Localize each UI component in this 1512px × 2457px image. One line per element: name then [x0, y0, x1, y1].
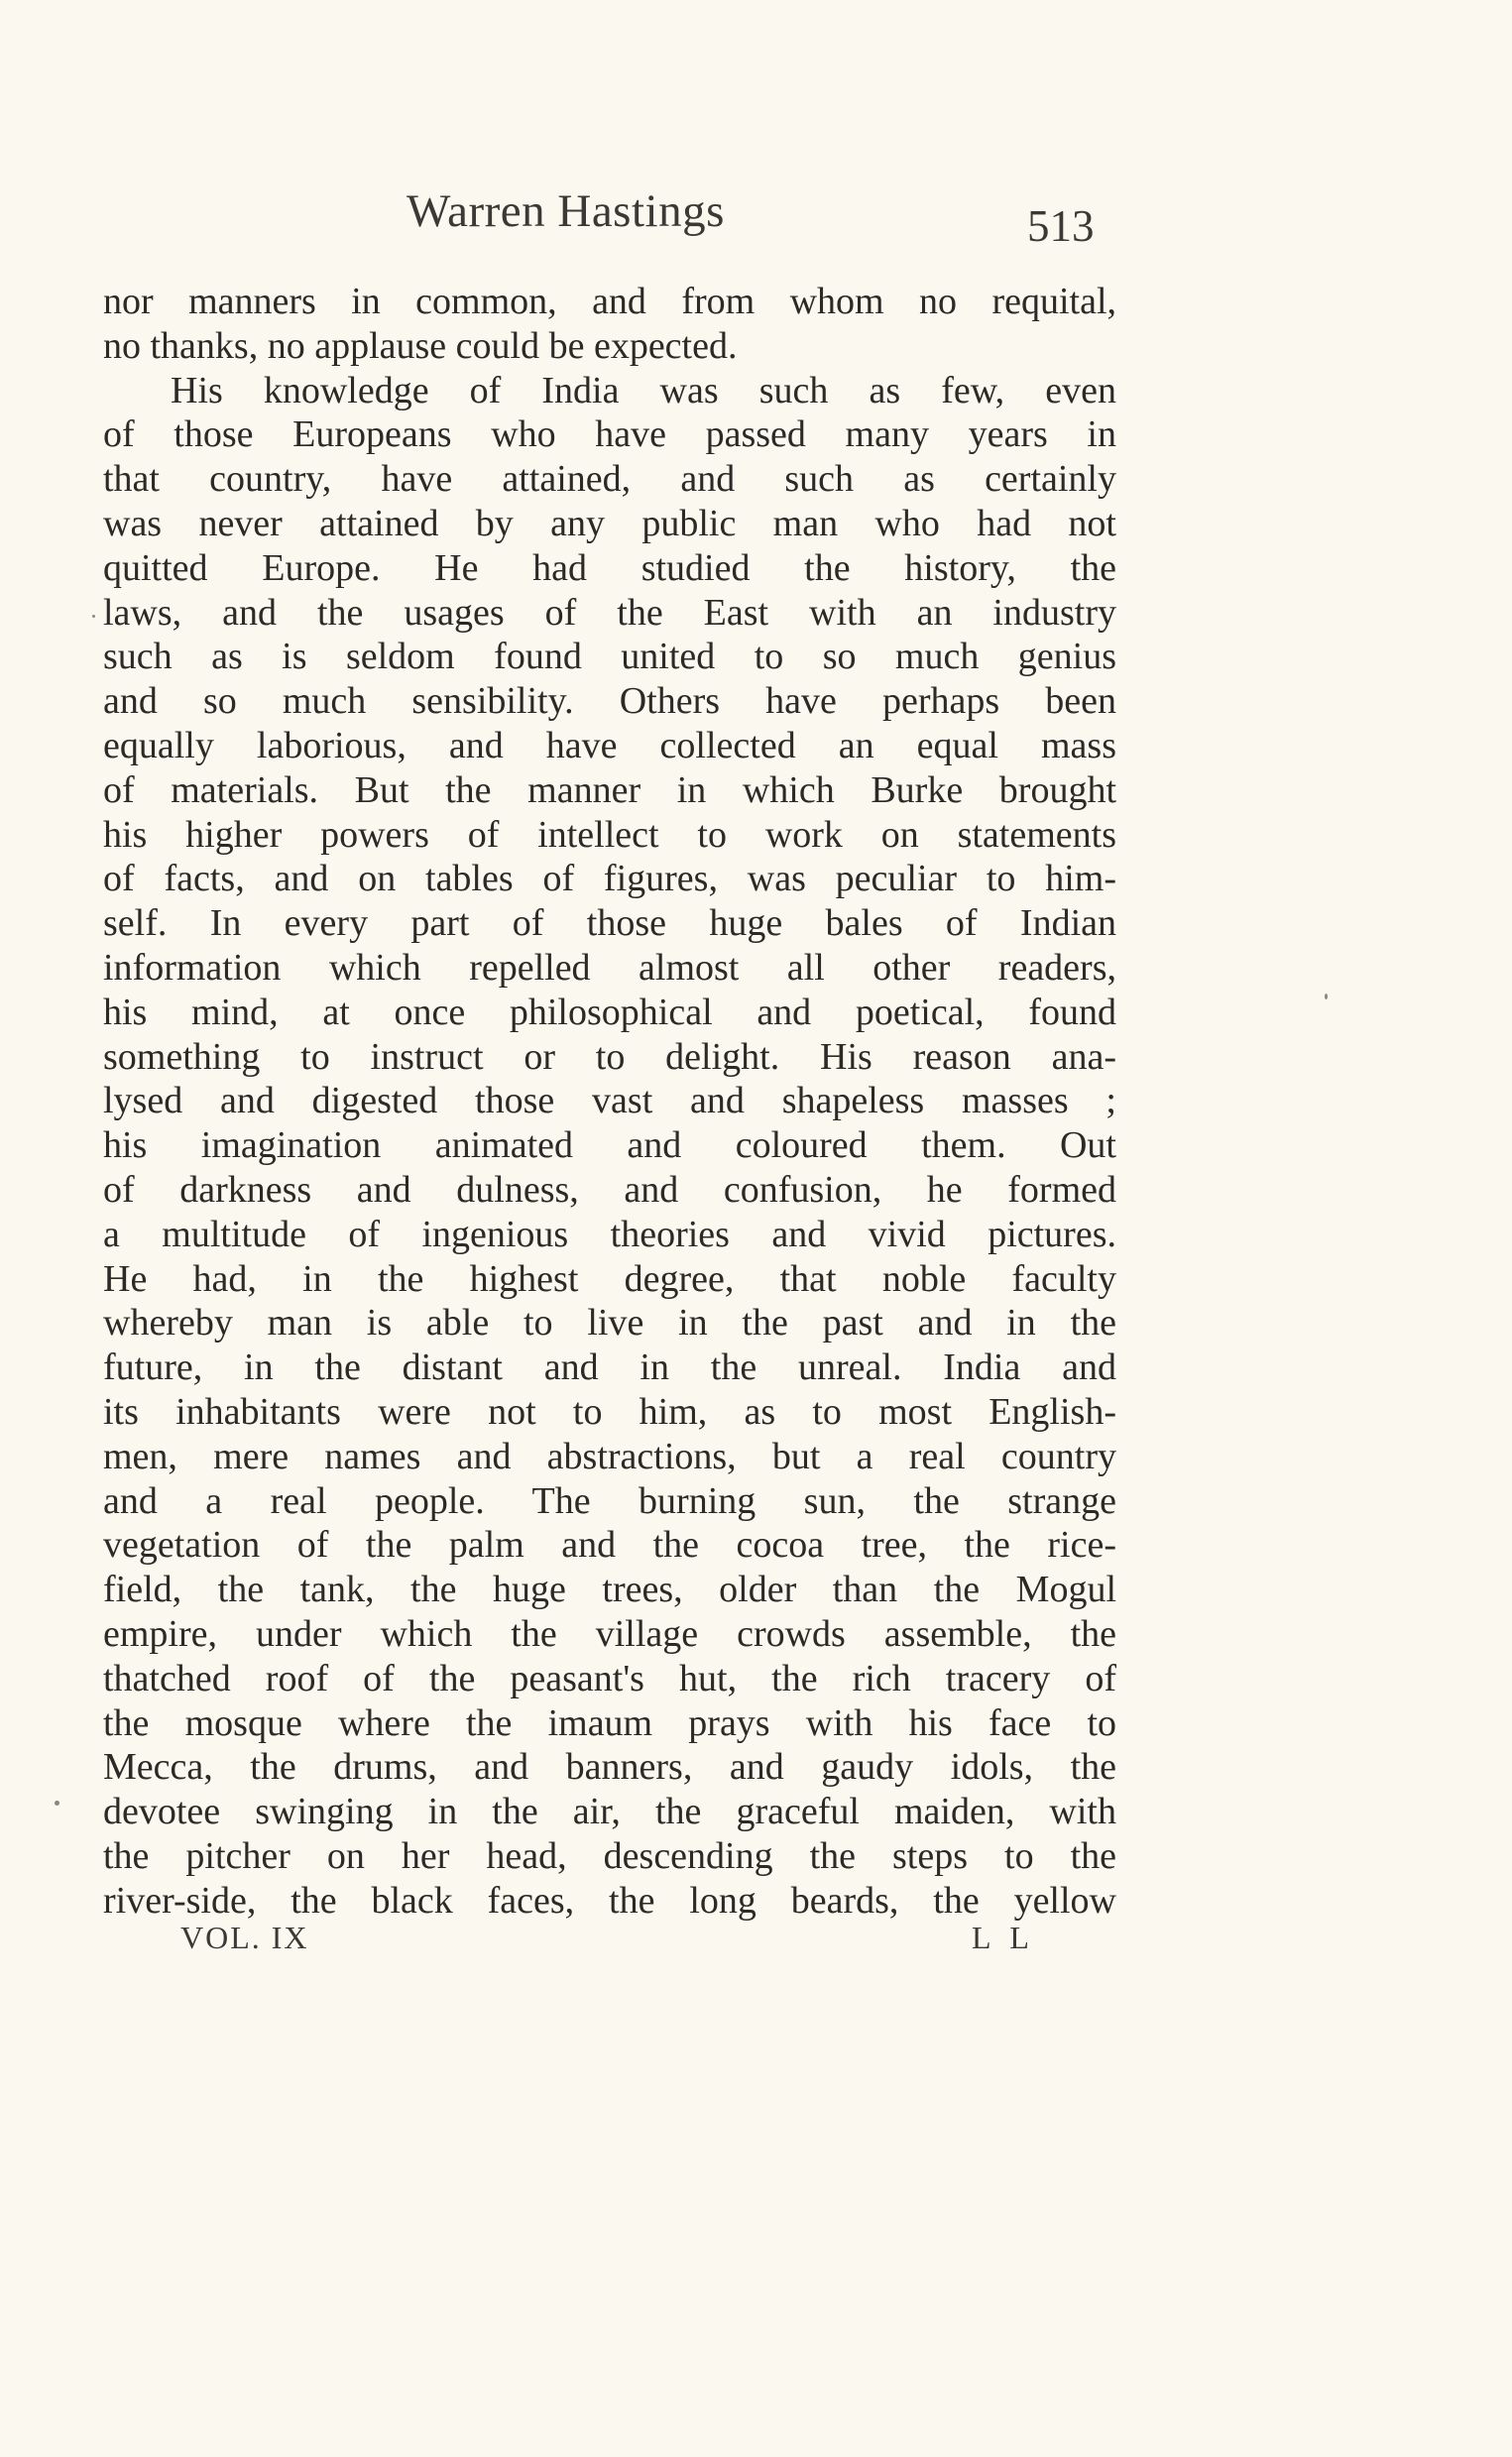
text-line: field, the tank, the huge trees, older than the Mogul — [103, 1569, 1116, 1611]
running-head — [0, 184, 1512, 254]
paper-speck — [1325, 994, 1328, 999]
text-line: the pitcher on her head, descending the steps to the — [103, 1834, 1116, 1877]
text-line: lysed and digested those vast and shapeless masses ; — [103, 1080, 1116, 1122]
text-line: devotee swinging in the air, the graceful maiden, with — [103, 1791, 1116, 1833]
text-line: that country, have attained, and such as certainly — [103, 458, 1116, 501]
text-line: Mecca, the drums, and banners, and gaudy idols, the — [103, 1746, 1116, 1789]
page-footer — [0, 1920, 1512, 1969]
text-line: He had, in the highest degree, that noble faculty — [103, 1257, 1116, 1300]
text-line: his mind, at once philosophical and poetical, found — [103, 991, 1116, 1033]
text-line: whereby man is able to live in the past and in the — [103, 1302, 1116, 1345]
text-line: nor manners in common, and from whom no requital, — [103, 281, 1116, 322]
text-line: future, in the distant and in the unreal. India and — [103, 1346, 1116, 1389]
text-line: was never attained by any public man who had not — [103, 502, 1116, 544]
text-line: of darkness and dulness, and confusion, he formed — [103, 1168, 1116, 1211]
text-line: of facts, and on tables of figures, was peculiar to him- — [103, 858, 1116, 900]
text-line: its inhabitants were not to him, as to most English- — [103, 1390, 1116, 1433]
text-line: and so much sensibility. Others have perhaps been — [103, 680, 1116, 723]
text-line: information which repelled almost all other readers, — [103, 946, 1116, 989]
text-line: no thanks, no applause could be expected. — [103, 324, 738, 367]
text-line: his imagination animated and coloured them. Out — [103, 1124, 1116, 1167]
text-line: the mosque where the imaum prays with his face to — [103, 1701, 1116, 1744]
signature-mark: L L — [972, 1920, 1035, 1955]
body-text — [103, 280, 1116, 1923]
text-line: river-side, the black faces, the long beards, the yellow — [103, 1879, 1116, 1922]
text-line: quitted Europe. He had studied the history, the — [103, 546, 1116, 589]
text-line: something to instruct or to delight. His reason ana- — [103, 1035, 1116, 1078]
text-line: of materials. But the manner in which Burke brought — [103, 768, 1116, 811]
volume-label: VOL. IX — [180, 1920, 309, 1955]
paper-speck — [92, 615, 95, 618]
text-line: a multitude of ingenious theories and vivid pictures. — [103, 1213, 1116, 1255]
text-line: His knowledge of India was such as few, even — [171, 369, 1116, 411]
text-line: and a real people. The burning sun, the strange — [103, 1479, 1116, 1522]
text-line: laws, and the usages of the East with an industry — [103, 591, 1116, 634]
running-head-title: Warren Hastings — [407, 185, 725, 237]
text-line: thatched roof of the peasant's hut, the rich tracery of — [103, 1657, 1116, 1699]
paper-speck — [55, 1801, 59, 1806]
text-line: empire, under which the village crowds assemble, the — [103, 1612, 1116, 1655]
text-line: such as is seldom found united to so much genius — [103, 636, 1116, 678]
text-line: his higher powers of intellect to work on statements — [103, 813, 1116, 856]
text-line: vegetation of the palm and the cocoa tree, the rice- — [103, 1524, 1116, 1567]
text-line: self. In every part of those huge bales of Indian — [103, 902, 1116, 945]
text-line: men, mere names and abstractions, but a real country — [103, 1435, 1116, 1477]
page-number: 513 — [1027, 201, 1095, 251]
text-line: equally laborious, and have collected an equal mass — [103, 724, 1116, 766]
text-line: of those Europeans who have passed many years in — [103, 413, 1116, 456]
